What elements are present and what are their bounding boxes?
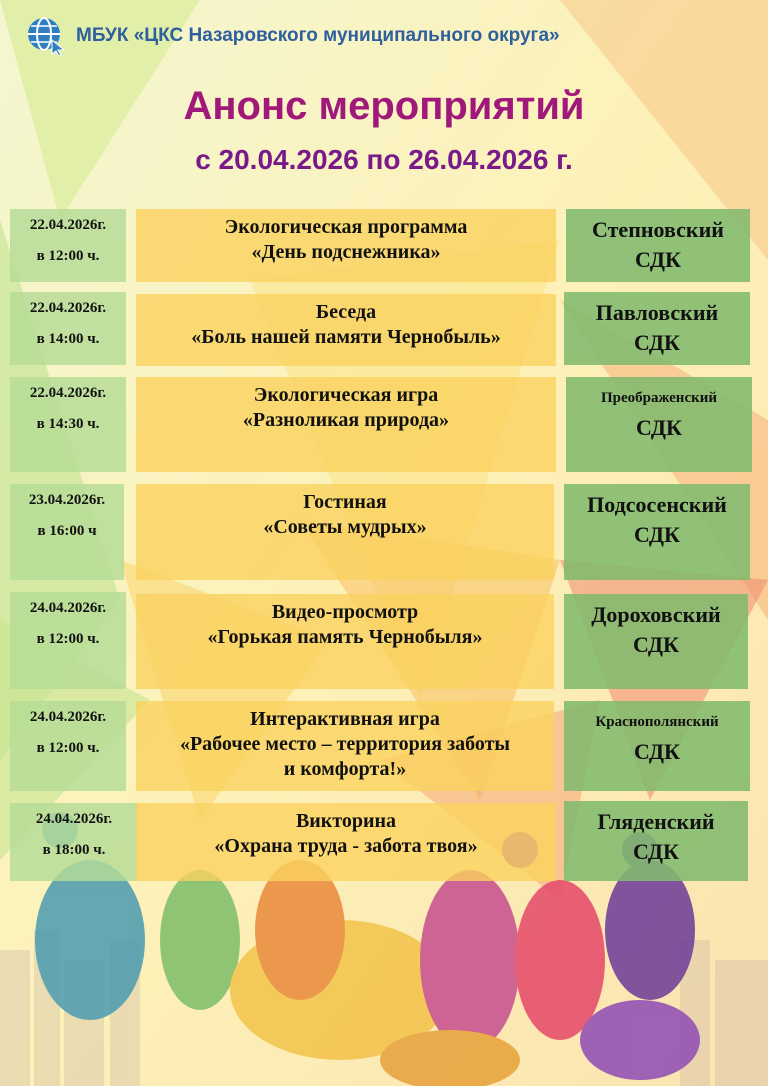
event-description-cell [136,484,554,580]
event-date-cell [10,701,126,791]
venue-name: Краснополянский [595,714,719,730]
event-time: в 12:00 ч. [36,631,100,647]
event-description-cell [136,294,556,366]
venue-type: СДК [633,839,679,864]
venue-name: Степновский [592,217,724,242]
event-description-cell [136,209,556,282]
event-venue-cell [564,701,750,791]
event-description-cell [136,803,556,881]
venue-name: Преображенский [600,390,718,406]
page-subtitle: с 20.04.2026 по 26.04.2026 г. [195,144,573,175]
event-date: 22.04.2026г. [29,385,107,401]
event-type: Экологическая программа [224,216,468,238]
event-type: Беседа [315,301,377,323]
event-time: в 18:00 ч. [42,842,106,858]
header [26,14,560,58]
globe-cursor-icon [26,16,66,56]
event-time: в 12:00 ч. [36,740,100,756]
event-name: «Охрана труда - забота твоя» [214,835,478,857]
event-type: Викторина [295,810,397,832]
event-venue-cell [564,484,750,580]
event-time: в 12:00 ч. [36,248,100,264]
organization-name: МБУК «ЦКС Назаровского муниципального округа» [76,25,560,46]
event-date-cell [10,803,138,881]
event-date-cell [10,377,126,472]
event-time: в 16:00 ч [37,523,97,539]
venue-type: СДК [634,739,680,764]
event-description-cell [136,377,556,472]
event-date-cell [10,592,126,689]
event-date: 24.04.2026г. [29,600,107,616]
event-name-continued: и комфорта!» [283,758,407,780]
event-venue-cell [566,377,752,472]
page-title: Анонс мероприятий [183,84,585,128]
event-type: Видео-просмотр [271,601,419,623]
event-date: 22.04.2026г. [29,217,107,233]
event-name: «Разноликая природа» [242,409,450,431]
event-type: Гостиная [303,491,387,513]
venue-name: Дороховский [591,602,721,627]
venue-type: СДК [634,522,680,547]
event-date-cell [10,209,126,282]
event-name: «Горькая память Чернобыля» [207,626,483,648]
event-time: в 14:30 ч. [36,416,100,432]
event-time: в 14:00 ч. [36,331,100,347]
venue-type: СДК [636,415,682,440]
event-venue-cell [564,292,750,365]
event-date: 24.04.2026г. [35,811,113,827]
event-date: 24.04.2026г. [29,709,107,725]
event-date-cell [10,292,126,365]
event-type: Интерактивная игра [250,708,440,730]
event-name: «Боль нашей памяти Чернобыль» [191,326,501,348]
event-venue-cell [564,801,748,881]
venue-type: СДК [633,632,679,657]
event-type: Экологическая игра [253,384,439,406]
venue-type: СДК [635,247,681,272]
event-date: 22.04.2026г. [29,300,107,316]
event-date: 23.04.2026г. [28,492,106,508]
event-date-cell [10,484,124,580]
venue-name: Гляденский [597,809,715,834]
venue-name: Павловский [595,300,719,325]
venue-name: Подсосенский [587,492,727,517]
event-name: «Советы мудрых» [263,516,427,538]
event-venue-cell [566,209,750,282]
event-name: «День подснежника» [251,241,441,263]
venue-type: СДК [634,330,680,355]
event-description-cell [136,701,554,791]
event-venue-cell [564,594,748,689]
event-name: «Рабочее место – территория заботы [179,733,511,755]
event-description-cell [136,594,554,689]
